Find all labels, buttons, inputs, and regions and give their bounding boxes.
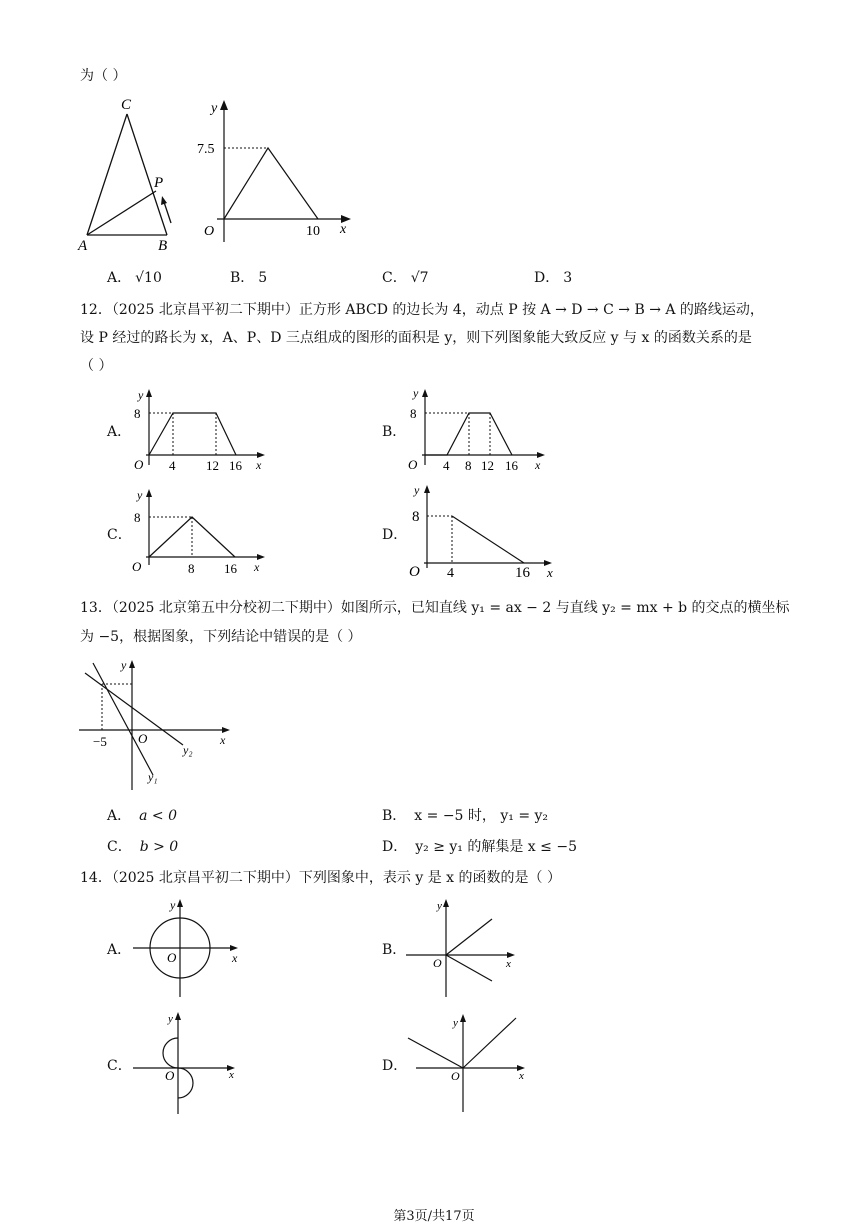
x-tick-label: 8 [188,561,195,576]
y-axis-label: y [168,1013,173,1025]
x-axis-label: x [232,951,238,965]
option-a[interactable] [107,268,162,288]
option-b[interactable] [230,268,267,288]
option-text: y₂ ≥ y₁ 的解集是 x ≤ −5 [415,839,577,855]
q14-graph-d [402,1010,532,1115]
q12-stem-line3: （ ） [80,358,113,374]
q13-option-c[interactable] [107,837,178,857]
q11-graph [195,92,360,252]
vertex-label-b: B [158,238,168,252]
option-label: D． [534,270,560,286]
vertex-label-c: C [121,97,132,113]
x-axis-label: x [547,565,553,580]
x-tick-label: 12 [481,458,494,473]
option-d[interactable] [534,268,572,288]
x-value-label: 10 [306,224,320,239]
x-tick-label: 16 [515,565,530,580]
option-label: A． [107,270,132,286]
q13-stem-line2: 为 −5，根据图象，下列结论中错误的是（ ） [80,629,362,645]
x-tick-label: 4 [447,566,454,580]
origin-label: O [167,950,177,965]
x-tick-label: 16 [224,561,237,576]
q14-stem: 14．（2025 北京昌平初二下期中）下列图象中，表示 y 是 x 的函数的是（ ） [80,870,561,886]
q12-graph-d [404,480,564,580]
y-tick-label: 8 [412,509,420,525]
option-text: b > 0 [139,839,179,855]
line-y1-label: y₁ [148,770,158,784]
option-text: x = −5 时， y₁ = y₂ [414,808,549,824]
x-tick-label: 8 [465,458,472,473]
x-axis-label: x [519,1070,524,1082]
question-tail-text: 为（ ） [80,68,127,84]
y-axis-label: y [414,483,420,497]
triangle-figure [70,92,190,252]
q14-graph-a [128,895,248,1000]
x-tick-label: 12 [206,458,219,473]
y-axis-label: y [453,1017,458,1029]
q13-option-a[interactable] [107,806,177,826]
option-label: C． [107,839,132,855]
x-axis-label: x [340,222,347,237]
q14-graph-b [402,895,522,1000]
x-tick-label: 4 [169,458,176,473]
origin-label: O [408,457,418,472]
y-value-label: 7.5 [197,142,215,157]
q12-option-a-label[interactable]: A． [107,424,132,440]
q14-option-c-label[interactable]: C． [107,1058,132,1074]
x-tick-label: 16 [505,458,518,473]
q12-graph-b [404,385,554,475]
y-axis-label: y [437,900,442,912]
option-value: √10 [135,270,162,286]
option-label: B． [382,808,407,824]
option-value: 5 [258,270,268,286]
origin-label: O [433,956,442,970]
option-label: B． [230,270,255,286]
x-axis-label: x [535,458,541,472]
q12-stem-line2: 设 P 经过的路长为 x，A、P、D 三点组成的图形的面积是 y，则下列图象能大致反应 y 与 x 的函数关系的是 [80,330,752,346]
q12-graph-c [128,485,273,577]
option-label: D． [382,839,408,855]
x-axis-label: x [220,733,226,747]
x-tick-label: 4 [443,458,450,473]
origin-label: O [134,457,144,472]
x-tick-label: −5 [93,734,107,749]
vertex-label-p: P [154,175,164,191]
x-axis-label: x [254,560,260,574]
x-axis-label: x [506,958,511,970]
y-axis-label: y [413,386,419,400]
q13-stem-line1: 13．（2025 北京第五中分校初二下期中）如图所示，已知直线 y₁ = ax − 2 与直线 y₂ = mx + b 的交点的横坐标 [80,600,790,616]
option-label: C． [382,270,407,286]
q14-option-d-label[interactable]: D． [382,1058,408,1074]
y-axis-label: y [138,388,144,402]
option-label: A． [107,808,132,824]
q13-option-b[interactable] [382,806,548,826]
y-axis-label: y [137,488,143,502]
option-value: √7 [410,270,429,286]
y-tick-label: 8 [134,510,141,525]
line-y2-label: y₂ [183,743,193,757]
q13-graph [75,655,240,795]
x-axis-label: x [229,1069,234,1081]
q12-graph-a [128,385,273,475]
x-axis-label: x [256,458,262,472]
q14-option-b-label[interactable]: B． [382,942,407,958]
y-tick-label: 8 [410,406,417,421]
origin-label: O [409,564,420,580]
q14-option-a-label[interactable]: A． [107,942,132,958]
x-tick-label: 16 [229,458,242,473]
y-axis-label: y [121,658,127,672]
origin-label: O [165,1068,175,1083]
q12-option-c-label[interactable]: C． [107,527,132,543]
origin-label: O [451,1069,460,1083]
option-text: a < 0 [139,808,178,824]
q13-option-d[interactable] [382,837,577,857]
q12-option-d-label[interactable]: D． [382,527,408,543]
vertex-label-a: A [78,238,88,252]
q12-stem-line1: 12．（2025 北京昌平初二下期中）正方形 ABCD 的边长为 4，动点 P 按 A → D → C → B → A 的路线运动， [80,302,764,318]
origin-label: O [204,224,215,239]
y-axis-label: y [170,898,176,912]
y-axis-label: y [211,101,218,116]
origin-label: O [138,731,148,746]
page-footer: 第3页/共17页 [393,1209,475,1224]
option-c[interactable] [382,268,429,288]
origin-label: O [132,559,142,574]
y-tick-label: 8 [134,406,141,421]
q14-graph-c [128,1008,248,1118]
option-value: 3 [563,270,573,286]
q12-option-b-label[interactable]: B． [382,424,407,440]
